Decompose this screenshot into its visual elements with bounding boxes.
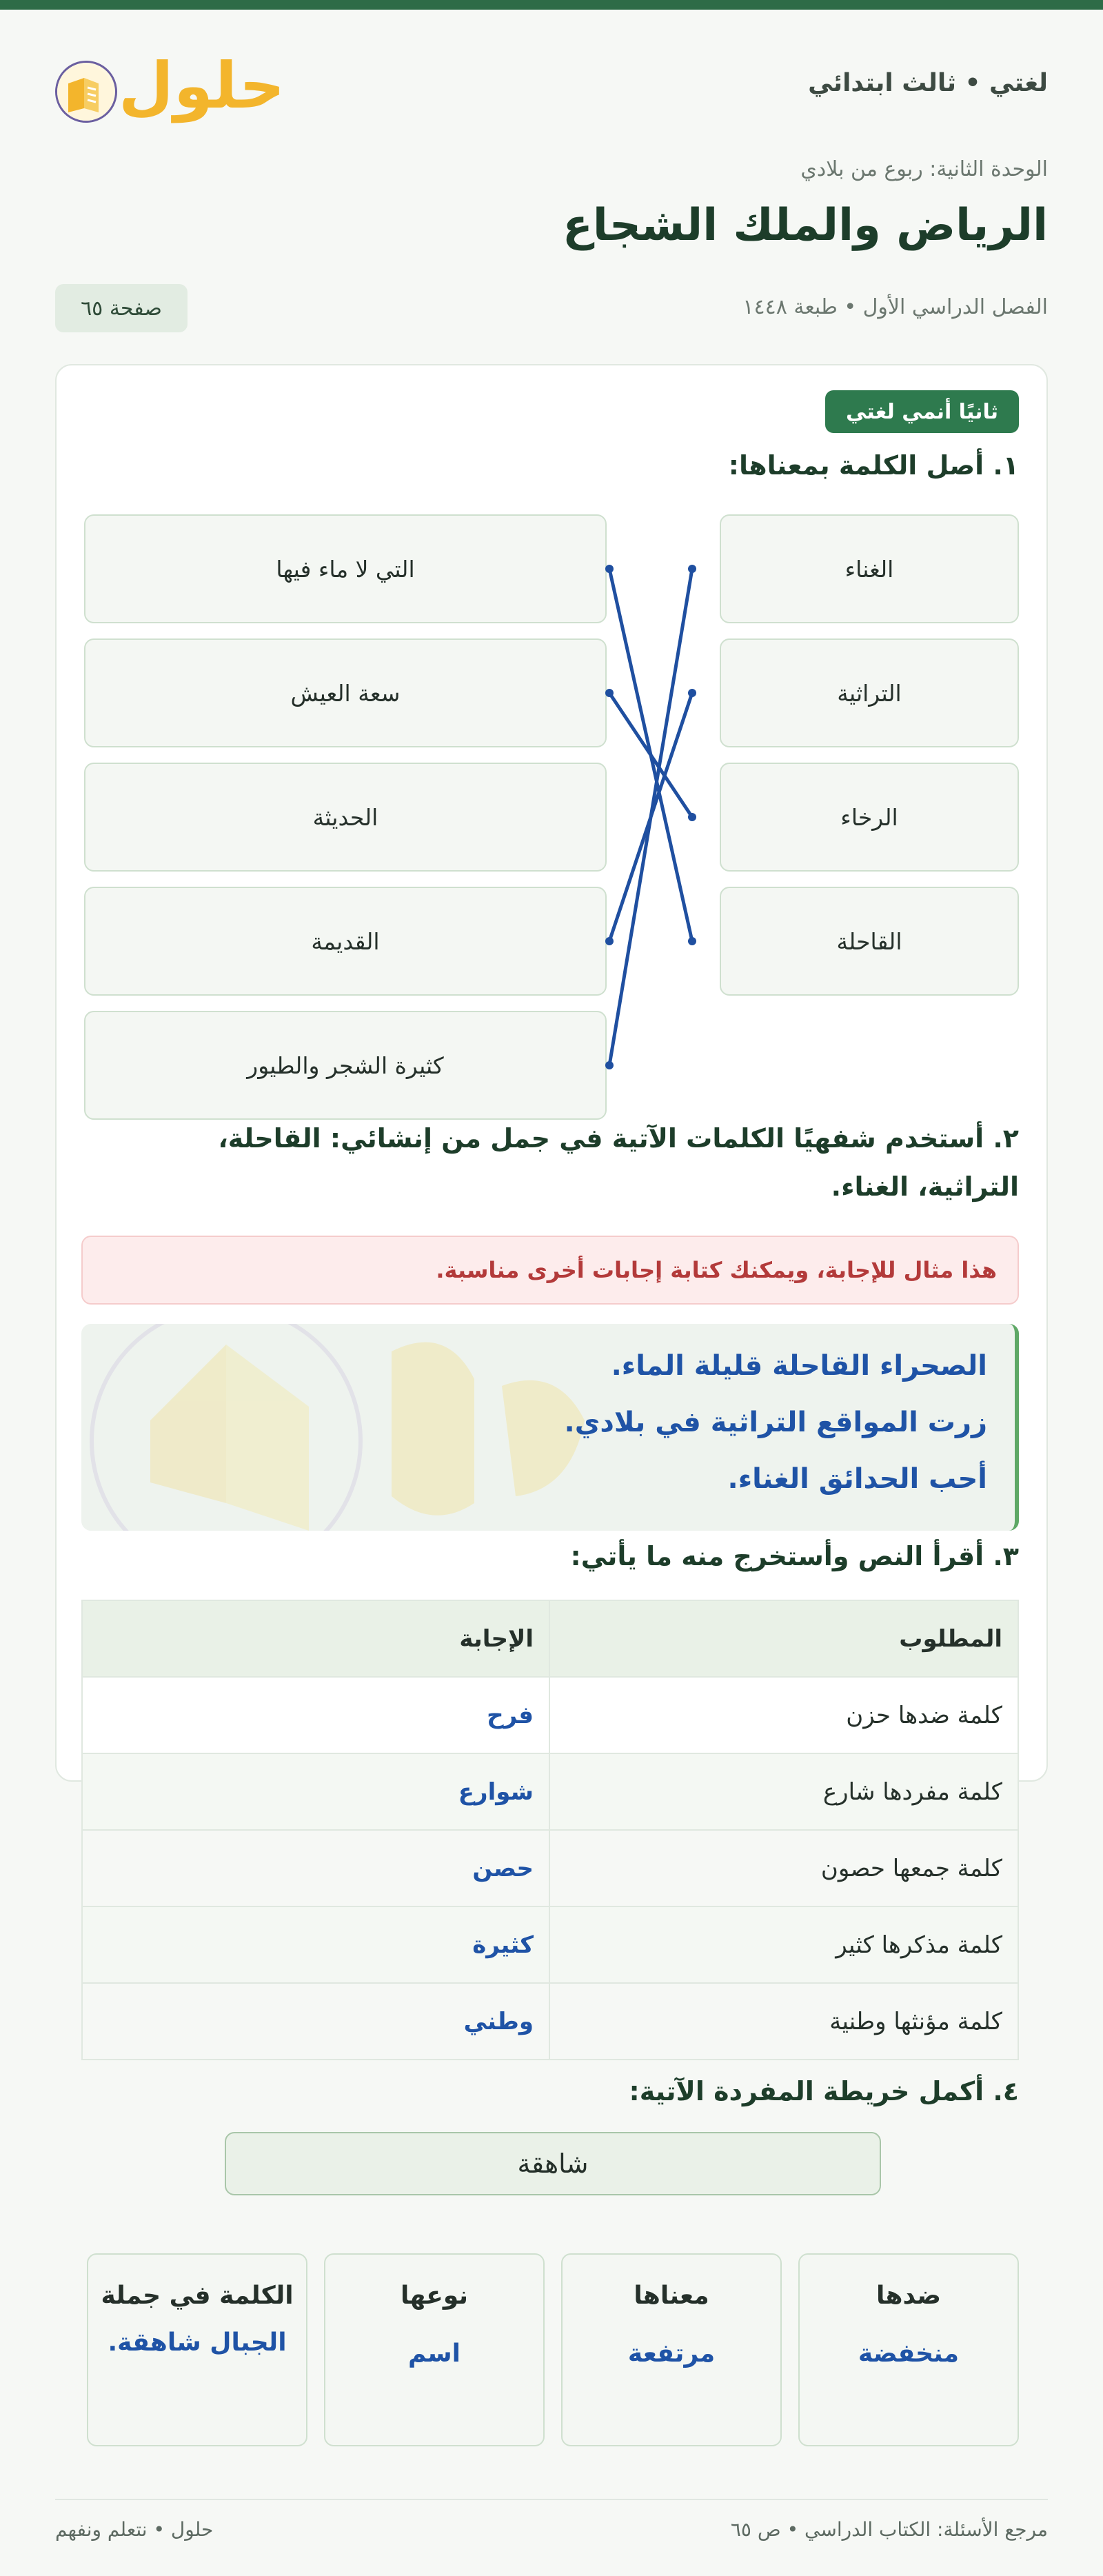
edition-meta: الفصل الدراسي الأول • طبعة ١٤٤٨ [742,295,1048,319]
site-logo[interactable] [55,48,285,124]
page-number-badge: صفحة ٦٥ [55,284,188,332]
word-map-leaf [87,2253,307,2446]
table-cell-requirement: كلمة ضدها حزن [549,1677,1018,1753]
leaf-value: مرتفعة [627,2339,716,2368]
word-map-leaf [798,2253,1019,2446]
leaf-title: نوعها [401,2282,468,2310]
table-cell-requirement: كلمة جمعها حصون [549,1830,1018,1906]
q2-heading-line: ٢. أستخدم شفهيًا الكلمات الآتية في جمل من إنشائي: القاحلة، [218,1123,1019,1154]
table-cell-answer: وطني [82,1983,549,2060]
q4-heading: ٤. أكمل خريطة المفردة الآتية: [629,2076,1019,2106]
match-word[interactable]: الغناء [720,514,1019,623]
leaf-title: ضدها [876,2282,942,2310]
footer-brand: حلول • نتعلم ونفهم [55,2518,214,2541]
section-label: ثانيًا أنمي لغتي [825,390,1019,433]
leaf-title: الكلمة في جملة [101,2282,294,2310]
footer-reference: مرجع الأسئلة: الكتاب الدراسي • ص ٦٥ [730,2518,1048,2541]
match-word[interactable]: القاحلة [720,887,1019,996]
table-cell-answer: فرح [82,1677,549,1753]
answer-sentence: أحب الحدائق الغناء. [727,1463,987,1495]
match-meaning[interactable]: سعة العيش [84,638,607,747]
word-map-leaf [324,2253,545,2446]
column-header: المطلوب [549,1600,1018,1677]
table-row [82,1906,1018,1983]
leaf-title: معناها [634,2282,709,2310]
answer-sentence: الصحراء القاحلة قليلة الماء. [611,1350,987,1382]
column-header: الإجابة [82,1600,549,1677]
table-cell-requirement: كلمة مؤنثها وطنية [549,1983,1018,2060]
unit-label: الوحدة الثانية: ربوع من بلادي [800,157,1048,181]
q2-answers [81,1324,1019,1531]
leaf-value: الجبال شاهقة. [108,2328,287,2357]
word-map-leaf [561,2253,782,2446]
page-title: الرياض والملك الشجاع [563,200,1048,251]
leaf-value: منخفضة [858,2339,960,2368]
match-word[interactable]: التراثية [720,638,1019,747]
table-cell-answer: شوارع [82,1753,549,1830]
q2-heading-line: التراثية، الغناء. [831,1171,1019,1202]
table-cell-answer: كثيرة [82,1906,549,1983]
match-meaning[interactable]: كثيرة الشجر والطيور [84,1011,607,1120]
word-map-connectors [57,365,1049,1783]
table-cell-requirement: كلمة مذكرها كثير [549,1906,1018,1983]
leaf-value: اسم [408,2339,461,2368]
q3-heading: ٣. أقرأ النص وأستخرج منه ما يأتي: [570,1541,1019,1571]
match-meaning[interactable]: التي لا ماء فيها [84,514,607,623]
table-cell-answer: حصن [82,1830,549,1906]
footer-divider [55,2499,1048,2500]
match-meaning[interactable]: القديمة [84,887,607,996]
table-row [82,1830,1018,1906]
example-note: هذا مثال للإجابة، ويمكنك كتابة إجابات أخرى مناسبة. [81,1236,1019,1305]
match-meaning[interactable]: الحديثة [84,763,607,872]
logo-wordmark: حلول [119,49,285,123]
word-map-root: شاهقة [225,2132,881,2195]
q1-heading: ١. أصل الكلمة بمعناها: [728,450,1019,481]
exercise-card [55,364,1048,2368]
grade-label: لغتي • ثالث ابتدائي [808,69,1048,97]
page-header [55,48,1048,124]
book-icon [55,61,117,123]
table-cell-requirement: كلمة مفردها شارع [549,1753,1018,1830]
match-word[interactable]: الرخاء [720,763,1019,872]
top-accent-bar [0,0,1103,10]
answer-sentence: زرت المواقع التراثية في بلادي. [564,1407,987,1438]
table-row [82,1983,1018,2060]
